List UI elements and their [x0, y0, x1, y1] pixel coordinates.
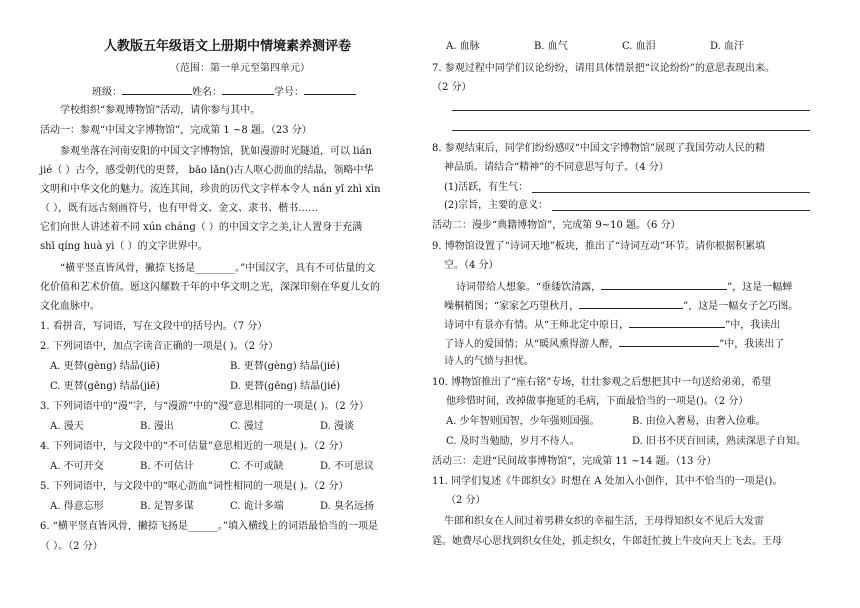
option-c[interactable]: C. 不可或缺 [230, 461, 284, 472]
poem-text: ”中，我读出 [725, 320, 781, 331]
option-a[interactable]: A. 不可开交 [50, 461, 104, 472]
question-7: 7. 参观过程中同学们议论纷纷，请用具体情景把“议论纷纷”的意思表现出来。 [432, 63, 775, 74]
poem-blank[interactable] [579, 298, 683, 309]
question-8-part-1: (1)活跃，有生气： [444, 182, 529, 193]
question-8-part-2: (2)宗旨，主要的意义： [444, 200, 549, 211]
poem-fill-line [444, 298, 798, 314]
option-b[interactable]: B. 血气 [534, 41, 568, 52]
question-9: 9. 博物馆设置了“诗词天地”板块，推出了“诗词互动”环节。请你根据积累填 [432, 241, 766, 252]
passage-line: 它们向世人讲述着不同 xún cháng（ ）的中国文字之美,让人置身于充满 [40, 222, 363, 233]
question-11: 11. 同学们复述《牛郎织女》时想在 A 处加入小创作，其中不恰当的一项是()。 [432, 476, 783, 487]
exam-range: （范围：第一单元至第四单元） [170, 63, 310, 74]
poem-text: 噪桐梢图；“家家乞巧望秋月， [444, 301, 580, 312]
option-c[interactable]: C. 漫过 [230, 421, 264, 432]
option-c[interactable]: C. 诡计多端 [230, 501, 284, 512]
option-a[interactable]: A. 血脉 [446, 41, 480, 52]
option-a[interactable]: A. 更替(gèng) 结晶(jiē) [50, 361, 160, 372]
option-d[interactable]: D. 臭名远扬 [320, 501, 375, 512]
passage-line: （ ），既有远古刻画符号，也有甲骨文、金文、隶书、楷书…… [40, 203, 319, 214]
activity-one-heading: 活动一：参观“中国文字博物馆”，完成第 1 ~8 题。（23 分） [40, 125, 312, 136]
poem-text: 了诗人的爱国情；从“暖风熏得游人醉， [444, 339, 620, 350]
question-8-cont: 神品质。请结合“精神”的不同意思写句子。（4 分） [444, 162, 669, 173]
option-b[interactable]: B. 更替(gèng) 结晶(jié) [230, 361, 340, 372]
passage-line: “横平竖直皆风骨，撇捺飞扬是________。”中国汉字，具有不可估量的文 [60, 263, 376, 274]
poem-text: 诗词中有景亦有情。从“王师北定中原日， [444, 320, 630, 331]
question-1: 1. 看拼音，写词语，写在文段中的括号内。（7 分） [40, 321, 268, 332]
poem-fill-line [444, 317, 780, 333]
option-a[interactable]: A. 得意忘形 [50, 501, 104, 512]
passage-line: 文化血脉中。 [40, 301, 100, 312]
poem-text: 诗词带给人想象。“垂緌饮清露， [456, 282, 602, 293]
passage-line: 参观坐落在河南安阳的中国文字博物馆，犹如漫游时光隧道，可以 lián [60, 146, 372, 157]
poem-fill-line [444, 336, 784, 352]
question-10: 10. 博物馆推出了“座右铭”专场，壮壮参观之后想把其中一句送给弟弟，希望 [432, 377, 772, 388]
class-label: 班级： [92, 87, 122, 98]
poem-text: ”中，我读出了 [719, 339, 785, 350]
option-b[interactable]: B. 不可估计 [140, 461, 194, 472]
poem-blank[interactable] [601, 279, 727, 290]
question-9-cont: 空。（4 分） [444, 260, 499, 271]
option-a[interactable]: A. 少年智则国智，少年强则国强。 [446, 416, 600, 427]
option-c[interactable]: C. 血泪 [622, 41, 656, 52]
option-b[interactable]: B. 由俭入奢易，由奢入俭难。 [632, 416, 766, 427]
option-d[interactable]: D. 不可思议 [320, 461, 375, 472]
activity-two-heading: 活动二：漫步“典籍博物馆”，完成第 9~10 题。（6 分） [432, 220, 681, 231]
name-label: 姓名： [192, 87, 222, 98]
exam-title: 人教版五年级语文上册期中情境素养测评卷 [104, 39, 352, 54]
question-6: 6. “横平竖直皆风骨，撇捺飞扬是______。”填入横线上的词语最恰当的一项是 [40, 521, 378, 532]
option-d[interactable]: D. 血汗 [710, 41, 745, 52]
question-7-cont: （2 分） [432, 82, 472, 93]
option-d[interactable]: D. 漫谈 [320, 421, 355, 432]
question-11-cont: （2 分） [446, 495, 486, 506]
question-10-cont: 他珍惜时间，改掉做事拖延的毛病，下面最恰当的一项是()。（2 分） [446, 396, 749, 407]
option-d[interactable]: D. 旧书不厌百回读，熟读深思子自知。 [632, 436, 807, 447]
passage-line: shī qíng huà yì（ ）的文字世界中。 [40, 241, 208, 252]
option-a[interactable]: A. 漫天 [50, 421, 84, 432]
name-blank[interactable] [222, 84, 274, 95]
passage-line: 化价值和艺术价值。愿这闪耀数千年的中华文明之光，深深印刻在华夏儿女的 [40, 282, 380, 293]
number-blank[interactable] [304, 84, 356, 95]
poem-text: ”，这是一幅蝉 [727, 282, 793, 293]
question-3: 3. 下列词语中的“漫”字，与“漫游”中的“漫”意思相同的一项是( )。（2 分） [40, 401, 369, 412]
activity-three-heading: 活动三：走进“民间故事博物馆”，完成第 11 ~14 题。（13 分） [432, 456, 717, 467]
story-line: 霆。她费尽心思找到织女住处，抓走织女，牛郎赶忙披上牛皮向天上飞去。王母 [432, 536, 782, 547]
option-d[interactable]: D. 更替(gēng) 结晶(jié) [230, 381, 341, 392]
poem-fill-line [456, 279, 792, 295]
option-c[interactable]: C. 及时当勉励，岁月不待人。 [446, 436, 580, 447]
answer-line[interactable] [552, 210, 810, 211]
answer-line[interactable] [452, 130, 810, 131]
answer-line[interactable] [532, 192, 810, 193]
question-4: 4. 下列词语中，与文段中的“不可估量”意思相近的一项是( )。（2 分） [40, 441, 349, 452]
question-5: 5. 下列词语中，与文段中的“呕心沥血”词性相同的一项是( )。（2 分） [40, 481, 349, 492]
poem-blank[interactable] [619, 336, 719, 347]
answer-line[interactable] [452, 110, 810, 111]
student-info-row [92, 84, 356, 100]
question-6-cont: （ ）。（2 分） [40, 541, 103, 552]
question-2: 2. 下列词语中，加点字读音正确的一项是( )。（2 分） [40, 341, 279, 352]
number-label: 学号： [274, 87, 304, 98]
passage-line: jié（ ）古今，感受朝代的更替， bāo lǎn()古人呕心沥血的结晶，领略中华 [40, 165, 374, 176]
poem-text: ”，这是一幅女子乞巧图。 [683, 301, 799, 312]
poem-text: 诗人的气愤与担忧。 [444, 356, 534, 367]
question-8: 8. 参观结束后，同学们纷纷感叹“中国文字博物馆”展现了我国劳动人民的精 [432, 143, 765, 154]
intro-text: 学校组织“参观博物馆”活动，请你参与其中。 [60, 105, 261, 116]
option-b[interactable]: B. 漫出 [140, 421, 174, 432]
story-line: 牛郎和织女在人间过着男耕女织的幸福生活，王母得知织女不见后大发雷 [444, 516, 764, 527]
option-b[interactable]: B. 足智多谋 [140, 501, 194, 512]
class-blank[interactable] [122, 84, 192, 95]
poem-blank[interactable] [629, 317, 725, 328]
option-c[interactable]: C. 更替(gēng) 结晶(jiē) [50, 381, 160, 392]
passage-line: 文明和中华文化的魅力。流连其间，珍贵的历代文字样本令人 nán yǐ zhì xìn [40, 184, 381, 195]
